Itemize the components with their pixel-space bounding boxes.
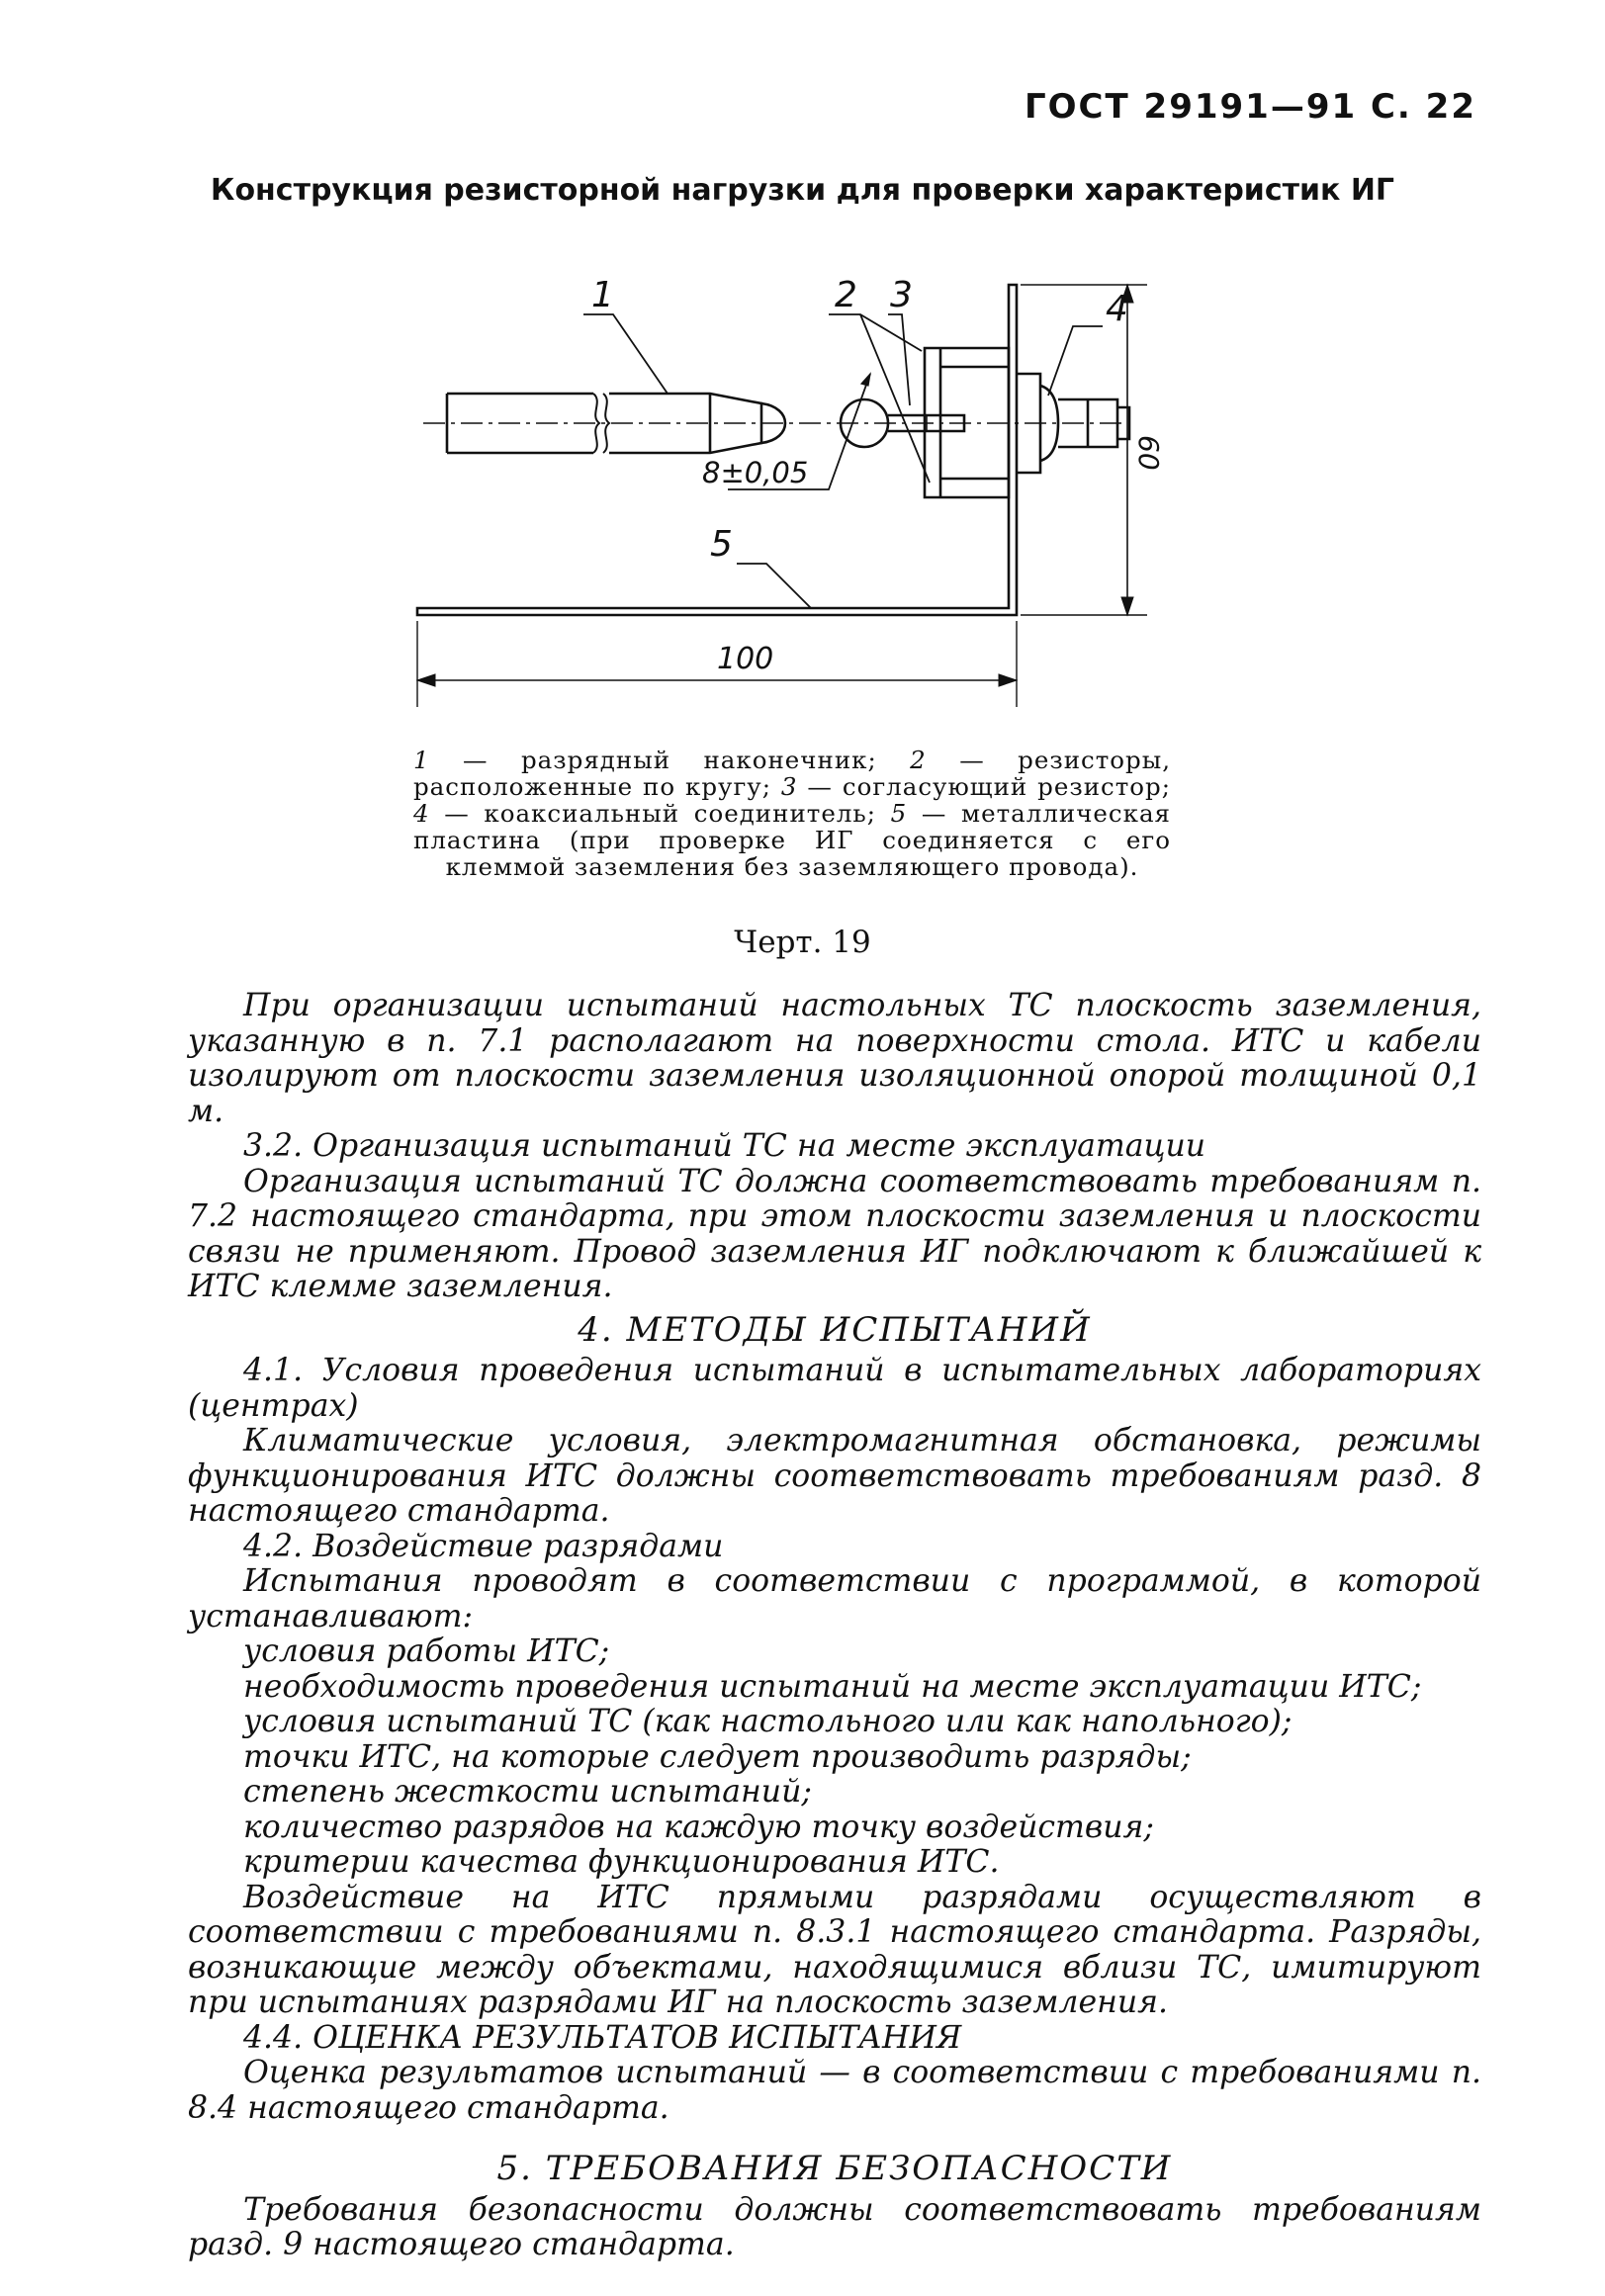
paragraph: Испытания проводят в соответствии с программой, в которой устанавливают: <box>188 1563 1481 1634</box>
subsection-heading: 4.4. ОЦЕНКА РЕЗУЛЬТАТОВ ИСПЫТАНИЯ <box>243 2019 962 2056</box>
document-body <box>188 989 1481 2263</box>
figure-number: Черт. 19 <box>734 925 871 960</box>
subsection-heading: 4.1. Условия проведения испытаний в испытательных лабораториях (центрах) <box>188 1353 1481 1424</box>
label-1: 1 <box>591 275 614 315</box>
figure-legend: 1 — разрядный наконечник; 2 — резисторы, расположенные по кругу; 3 — согласующий резистор; 4 — коаксиальный соединитель; 5 — металлическая пластина (при проверке ИГ соединяется с его клеммой заземления без заземляющего провода). <box>413 746 1172 881</box>
list-item: точки ИТС, на которые следует производить разряды; <box>243 1738 1192 1775</box>
list-item: количество разрядов на каждую точку воздействия; <box>243 1809 1155 1845</box>
document-header: ГОСТ 29191—91 С. 22 <box>1024 87 1476 127</box>
width-dimension: 100 <box>717 642 774 676</box>
paragraph: Оценка результатов испытаний — в соответствии с требованиями п. 8.4 настоящего стандарта. <box>188 2055 1481 2126</box>
metal-plate <box>417 285 1017 615</box>
label-4: 4 <box>1106 289 1128 329</box>
label-3: 3 <box>890 275 913 315</box>
gap-dimension: 8±0,05 <box>702 456 809 489</box>
paragraph: Климатические условия, электромагнитная обстановка, режимы функционирования ИТС должны соответствовать требованиям разд. 8 настоящего стандарта. <box>188 1423 1481 1529</box>
paragraph: При организации испытаний настольных ТС плоскость заземления, указанную в п. 7.1 располагают на поверхности стола. ИТС и кабели изолируют от плоскости заземления изоляционной опорой толщиной 0,1 м. <box>188 988 1481 1129</box>
paragraph: Организация испытаний ТС должна соответствовать требованиям п. 7.2 настоящего стандарта, при этом плоскости заземления и плоскости связи не применяют. Провод заземления ИГ подключают к ближайшей к ИТС клемме заземления. <box>188 1163 1481 1304</box>
subsection-heading: 4.2. Воздействие разрядами <box>243 1528 724 1564</box>
paragraph: Воздействие на ИТС прямыми разрядами осуществляют в соответствии с требованиями п. 8.3.1 настоящего стандарта. Разряды, возникающие между объектами, находящимися вблизи ТС, имитируют при испытаниях разрядами ИГ на плоскость заземления. <box>188 1879 1481 2020</box>
resistor-load-drawing <box>396 267 1226 722</box>
label-2: 2 <box>835 275 857 315</box>
section-heading: 5. ТРЕБОВАНИЯ БЕЗОПАСНОСТИ <box>496 2149 1173 2188</box>
section-heading: 4. МЕТОДЫ ИСПЫТАНИЙ <box>578 1309 1092 1350</box>
height-dimension: 60 <box>1132 435 1165 471</box>
list-item: критерии качества функционирования ИТС. <box>243 1844 1000 1880</box>
list-item: необходимость проведения испытаний на месте эксплуатации ИТС; <box>243 1668 1422 1705</box>
paragraph: Требования безопасности должны соответствовать требованиям разд. 9 настоящего стандарта. <box>188 2191 1481 2262</box>
list-item: условия испытаний ТС (как настольного или как напольного); <box>243 1704 1293 1739</box>
label-5: 5 <box>710 524 733 565</box>
figure-title: Конструкция резисторной нагрузки для проверки характеристик ИГ <box>210 173 1395 208</box>
list-item: условия работы ИТС; <box>243 1634 610 1669</box>
list-item: степень жесткости испытаний; <box>243 1774 812 1810</box>
subsection-heading: 3.2. Организация испытаний ТС на месте эксплуатации <box>243 1128 1206 1164</box>
